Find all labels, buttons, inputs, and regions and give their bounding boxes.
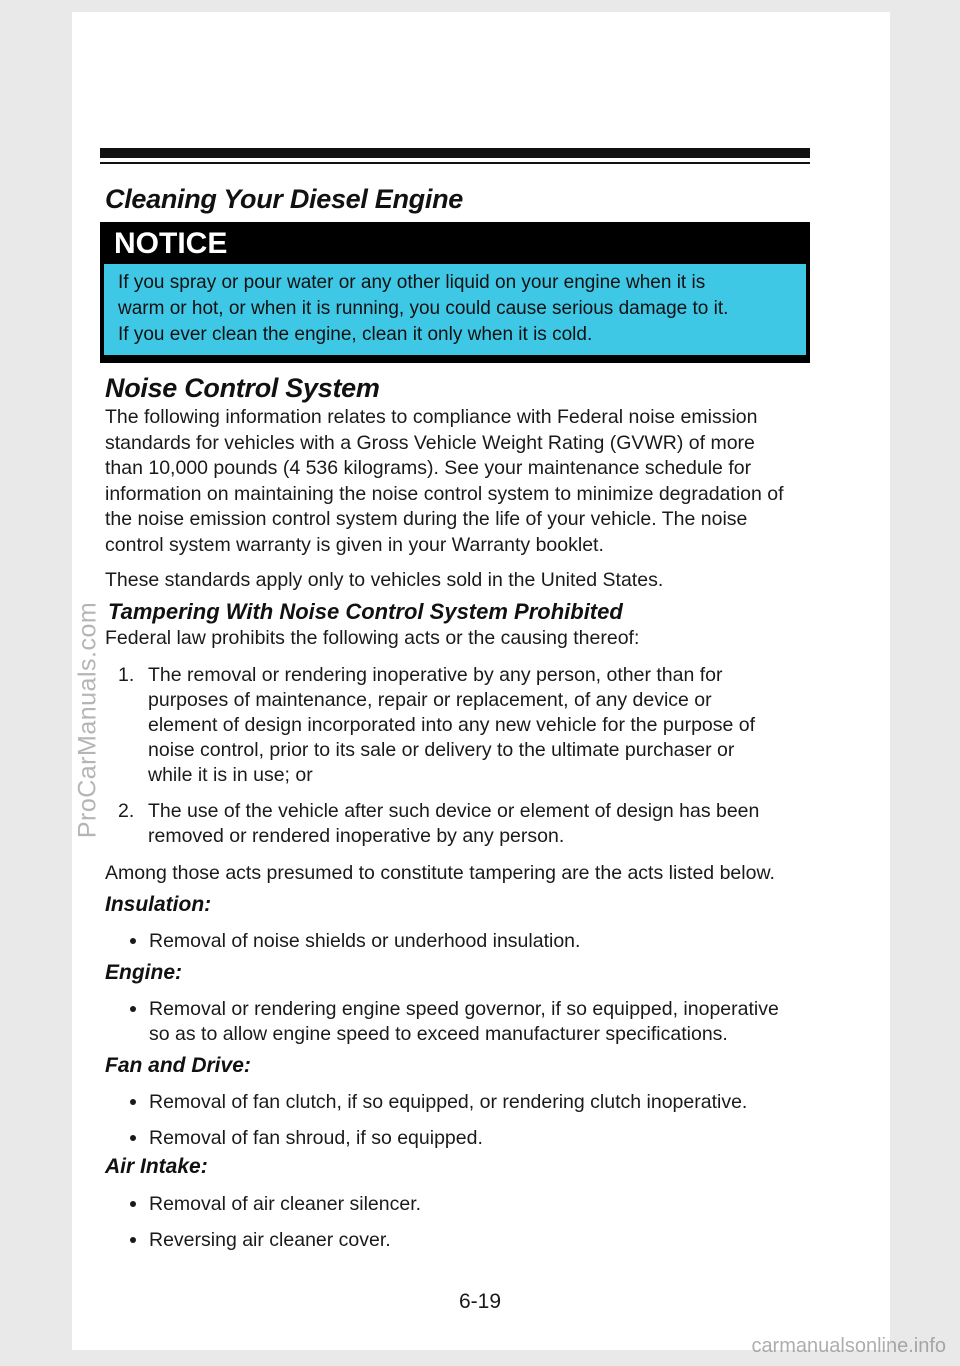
notice-title: NOTICE	[114, 227, 228, 260]
noise-heading: Noise Control System	[105, 373, 380, 403]
among-paragraph: Among those acts presumed to constitute tampering are the acts listed below.	[105, 862, 775, 884]
fan-heading: Fan and Drive:	[105, 1054, 251, 1077]
top-rule-thin	[100, 162, 810, 164]
intro-line: The following information relates to compliance with Federal noise emission	[105, 406, 758, 428]
numbered-list	[118, 799, 808, 849]
list-line: The removal or rendering inoperative by any person, other than for	[148, 664, 723, 686]
engine-heading: Engine:	[105, 961, 182, 984]
bottom-watermark: carmanualsonline.info	[751, 1335, 946, 1357]
numbered-list	[118, 663, 808, 788]
federal-paragraph: Federal law prohibits the following acts or the causing thereof:	[105, 627, 640, 649]
intro-line: than 10,000 pounds (4 536 kilograms). See your maintenance schedule for	[105, 457, 752, 479]
list-item	[118, 663, 808, 788]
list-line: element of design incorporated into any new vehicle for the purpose of	[148, 714, 756, 736]
air-heading: Air Intake:	[105, 1155, 208, 1178]
top-rule	[100, 148, 810, 158]
list-line: removed or rendered inoperative by any person.	[148, 825, 565, 847]
bullet-item: Removal of fan clutch, if so equipped, or rendering clutch inoperative.	[130, 1090, 810, 1115]
list-line: noise control, prior to its sale or delivery to the ultimate purchaser or	[148, 739, 735, 761]
bullet-item: Removal of air cleaner silencer.	[130, 1192, 810, 1217]
list-number: 1.	[118, 664, 135, 686]
list-item	[118, 799, 808, 849]
notice-line: If you spray or pour water or any other liquid on your engine when it is	[118, 272, 706, 293]
bullet-item: Removal of fan shroud, if so equipped.	[130, 1126, 810, 1151]
notice-line: If you ever clean the engine, clean it only when it is cold.	[118, 324, 593, 345]
standards-paragraph: These standards apply only to vehicles sold in the United States.	[105, 569, 664, 591]
intro-paragraph	[105, 405, 815, 558]
notice-body	[104, 264, 806, 355]
bullet-item: Reversing air cleaner cover.	[130, 1228, 810, 1253]
page-number: 6-19	[458, 1290, 502, 1313]
tampering-heading: Tampering With Noise Control System Prohibited	[108, 599, 623, 624]
notice-line: warm or hot, or when it is running, you could cause serious damage to it.	[118, 298, 729, 319]
fan-list	[130, 1090, 810, 1151]
list-line: The use of the vehicle after such device or element of design has been	[148, 800, 760, 822]
insulation-heading: Insulation:	[105, 893, 212, 916]
intro-line: standards for vehicles with a Gross Vehicle Weight Rating (GVWR) of more	[105, 431, 755, 454]
section-heading: Cleaning Your Diesel Engine	[105, 184, 463, 214]
intro-line: the noise emission control system during the life of your vehicle. The noise	[105, 508, 748, 530]
engine-list	[130, 997, 800, 1047]
intro-line: information on maintaining the noise control system to minimize degradation of	[105, 482, 784, 505]
side-watermark: ProCarManuals.com	[73, 601, 102, 839]
air-list	[130, 1192, 810, 1253]
notice-box	[100, 222, 810, 363]
list-line: purposes of maintenance, repair or replacement, of any device or	[148, 689, 712, 711]
intro-line: control system warranty is given in your Warranty booklet.	[105, 533, 604, 556]
list-line: while it is in use; or	[148, 764, 313, 786]
list-number: 2.	[118, 800, 135, 822]
bullet-item: Removal of noise shields or underhood insulation.	[130, 929, 810, 954]
bullet-item: Removal or rendering engine speed governor, if so equipped, inoperative so as to allow engine speed to exceed manufacturer specifications.	[130, 997, 800, 1047]
insulation-list	[130, 929, 810, 954]
